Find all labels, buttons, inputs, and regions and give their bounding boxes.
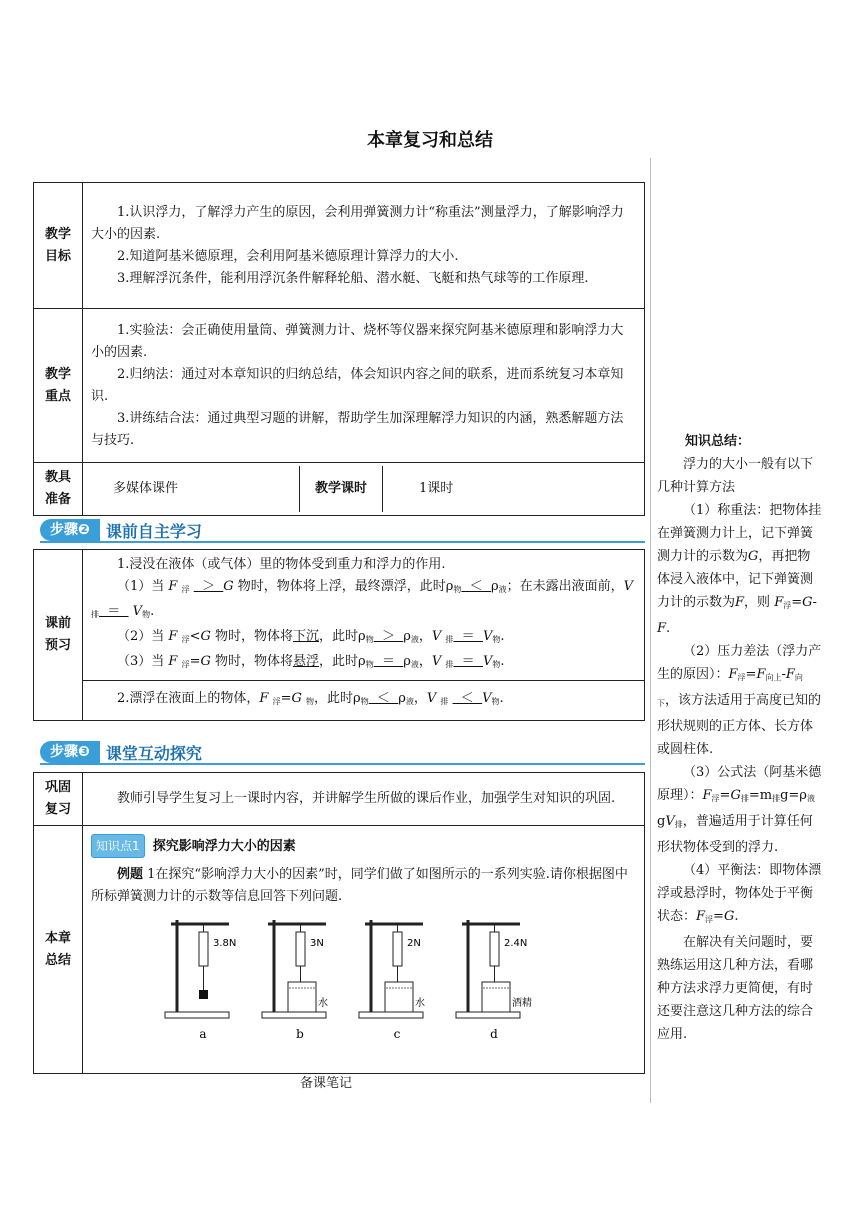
goals-cell: [83, 183, 645, 309]
summary-p3: （2）压力差法（浮力产生的原因）：$F_浮=F_{向上}-F_{向下}$，该方法适用于高度已知的形状规则的正方体、长方体或圆柱体.: [657, 644, 822, 757]
figure-label: d: [490, 1027, 498, 1041]
stand-base: [262, 1012, 326, 1018]
summary-title: 知识总结：: [685, 434, 751, 449]
preview-line1: 1.浸没在液体（或气体）里的物体受到重力和浮力的作用.: [117, 557, 446, 572]
figure-label: c: [393, 1027, 401, 1041]
spring-scale: [490, 932, 499, 966]
step3-header: [40, 741, 202, 763]
beaker: [482, 982, 510, 1012]
figure-label: b: [296, 1027, 304, 1041]
objectives-table: [33, 182, 645, 516]
beaker: [288, 982, 316, 1012]
summary-p6: 在解决有关问题时，要熟练运用这几种方法，看哪种方法求浮力更简便，有时还要注意这几种方法的综合应用.: [657, 935, 814, 1042]
review-cell: [83, 773, 645, 826]
scale-reading: 2N: [407, 938, 421, 949]
step2-tag: 步骤❷: [40, 519, 100, 541]
knowledge-point-title: 探究影响浮力大小的因素: [152, 839, 296, 854]
spring-scale: [199, 932, 208, 966]
preview-line4: （3）当 F $_浮$=G 物时，物体将悬浮，此时$\rho_物 = \rho_液$，V $_排 = V_物$.: [117, 654, 505, 669]
step3-tag: 步骤❸: [40, 741, 100, 763]
summary-p1: 浮力的大小一般有以下几种计算方法: [657, 457, 814, 495]
summary-cell: [83, 826, 645, 1074]
spring-scale: [393, 932, 402, 966]
focus-line: 1.实验法：会正确使用量筒、弹簧测力计、烧杯等仪器来探究阿基米德原理和影响浮力大小的因素.: [91, 322, 624, 360]
example-text: 例题 1在探究“影响浮力大小的因素”时，同学们做了如图所示的一系列实验.请你根据图中所标弹簧测力计的示数等信息回答下列问题.: [91, 867, 628, 904]
stand-base: [456, 1012, 520, 1018]
page-title: 本章复习和总结: [367, 130, 493, 151]
prep-notes-label: 备课笔记: [300, 1076, 353, 1091]
row-head-tools: 教具 准备: [34, 463, 83, 516]
interactive-table: [33, 772, 645, 1074]
tools-value: 多媒体课件: [113, 481, 179, 496]
beaker: [385, 982, 413, 1012]
summary-p4: （3）公式法（阿基米德原理）：$F_浮=G_排=m_排g=\rho_液gV_排$，普遍适用于计算任何形状物体受到的浮力.: [657, 765, 822, 855]
focus-cell: [83, 309, 645, 463]
row-head-focus: 教学 重点: [34, 309, 83, 463]
hours-value: 1课时: [419, 481, 454, 496]
spring-scale: [296, 932, 305, 966]
goal-line: 3.理解浮沉条件，能利用浮沉条件解释轮船、潜水艇、飞艇和热气球等的工作原理.: [117, 270, 589, 286]
step3-name: 课堂互动探究: [105, 743, 202, 763]
hours-head: 教学课时: [299, 466, 383, 512]
liquid-label: 水: [318, 998, 328, 1009]
scale-reading: 3.8N: [213, 938, 237, 949]
experiment-figure: [163, 914, 543, 1042]
divider: [650, 158, 651, 1103]
preview-line5: 2.漂浮在液面上的物体，F $_浮$=G $_物$，此时$\rho_物 < \rho_液$，V $_排 < V_物$.: [117, 691, 504, 706]
preview-cell: [83, 550, 645, 681]
scale-reading: 2.4N: [504, 938, 528, 949]
scale-reading: 3N: [310, 938, 324, 949]
preview-cell2: [83, 681, 645, 721]
focus-line: 3.讲练结合法：通过典型习题的讲解，帮助学生加深理解浮力知识的内涵，熟悉解题方法与技巧.: [91, 410, 624, 448]
stand-base: [165, 1012, 229, 1018]
preview-line2: （1）当 F $_浮$ ＞ G 物时，物体将上浮，最终漂浮，此时$\rho_物 < \rho_液$；在未露出液面前，$V_排 = V_物$.: [91, 579, 634, 619]
preview-table: [33, 549, 645, 721]
figure-label: a: [199, 1027, 207, 1041]
focus-line: 2.归纳法：通过对本章知识的归纳总结，体会知识内容之间的联系，进而系统复习本章知识.: [91, 366, 624, 404]
step2-name: 课前自主学习: [105, 521, 202, 541]
review-text: 教师引导学生复习上一课时内容，并讲解学生所做的课后作业，加强学生对知识的巩固.: [117, 791, 616, 806]
liquid-label: 酒精: [512, 998, 532, 1009]
summary-p2: （1）称重法：把物体挂在弹簧测力计上，记下弹簧测力计的示数为G，再把物体浸入液体中，记下弹簧测力计的示数为F，则 $F_浮=G-F$.: [657, 503, 822, 636]
liquid-label: 水: [415, 998, 425, 1009]
knowledge-summary: [657, 430, 822, 1046]
row-head-goals: 教学 目标: [34, 183, 83, 309]
stand-base: [359, 1012, 423, 1018]
step2-header: [40, 519, 202, 541]
summary-head: 本章 总结: [34, 826, 83, 1074]
knowledge-point-badge: 知识点1: [91, 834, 145, 858]
preview-head: 课前 预习: [34, 550, 83, 721]
goal-line: 2.知道阿基米德原理，会利用阿基米德原理计算浮力的大小.: [117, 248, 459, 264]
summary-p5: （4）平衡法：即物体漂浮或悬浮时，物体处于平衡状态：$F_浮=G$.: [657, 863, 822, 924]
review-head: 巩固 复习: [34, 773, 83, 826]
preview-line3: （2）当 F $_浮$<G 物时，物体将下沉，此时$\rho_物 > \rho_液$，V $_排 = V_物$.: [117, 629, 505, 644]
goal-line: 1.认识浮力，了解浮力产生的原因，会利用弹簧测力计“称重法”测量浮力，了解影响浮力大小的因素.: [91, 204, 624, 242]
weight-block: [199, 990, 208, 999]
